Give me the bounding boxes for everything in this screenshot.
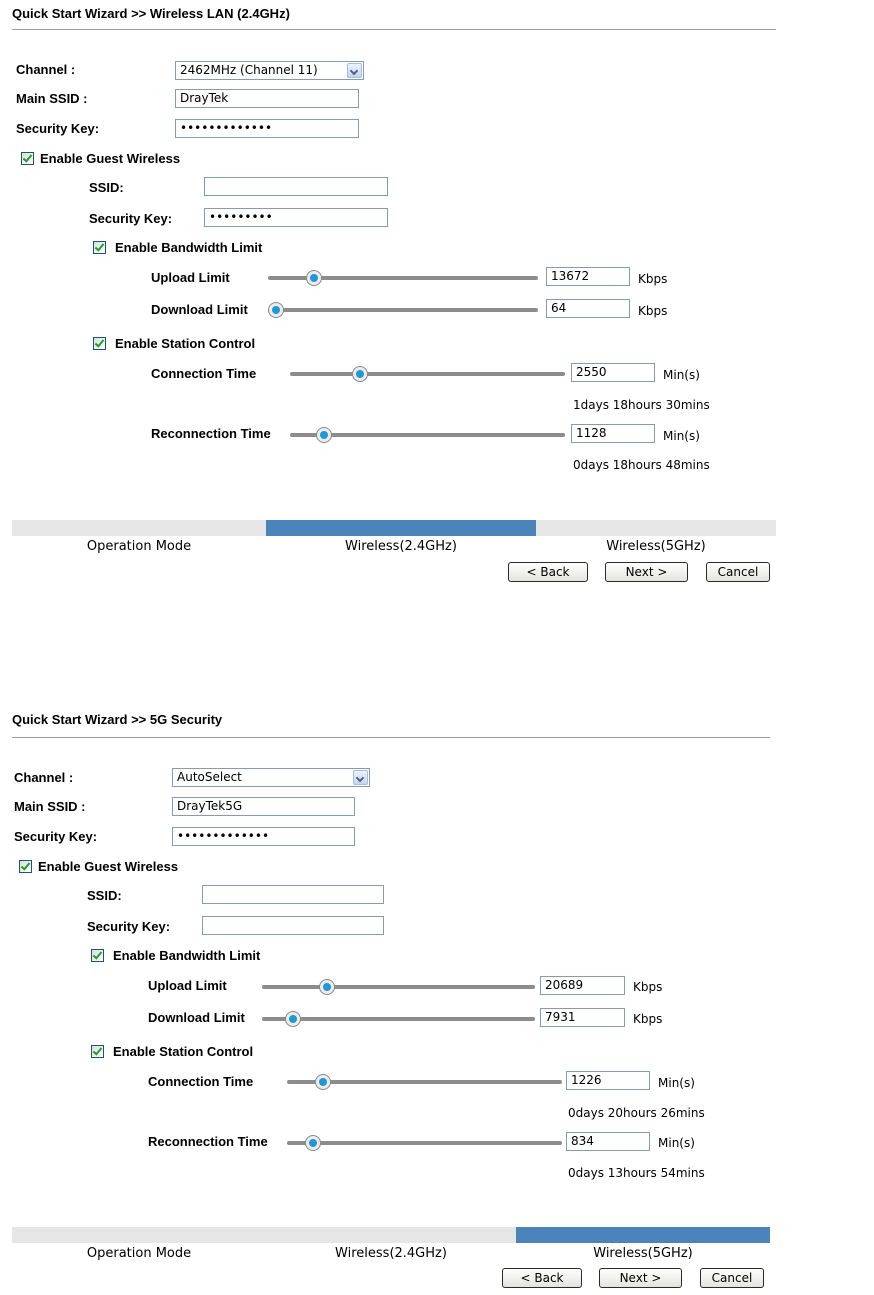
connection-time-slider-handle[interactable] [352,366,368,382]
connection-time-readout: 0days 20hours 26mins [568,1106,705,1120]
channel-select-value: 2462MHz (Channel 11) [180,63,318,77]
main-ssid-input[interactable]: DrayTek [175,89,359,108]
channel-select-value: AutoSelect [177,770,242,784]
download-limit-slider[interactable] [262,1017,535,1021]
back-button[interactable]: < Back [508,562,588,582]
connection-time-label: Connection Time [148,1074,254,1089]
reconnection-time-label: Reconnection Time [148,1134,268,1149]
guest-security-key-label: Security Key: [89,211,173,226]
download-limit-label: Download Limit [151,302,248,317]
main-ssid-label: Main SSID : [14,799,86,814]
reconnection-time-unit: Min(s) [658,1136,695,1150]
step-wireless-24ghz: Wireless(2.4GHz) [345,539,457,554]
reconnection-time-readout: 0days 13hours 54mins [568,1166,705,1180]
main-ssid-label: Main SSID : [16,91,88,106]
cancel-button[interactable]: Cancel [700,1268,764,1288]
channel-select[interactable] [175,61,364,80]
upload-limit-unit: Kbps [633,980,663,994]
upload-limit-slider[interactable] [268,276,538,280]
guest-ssid-input[interactable] [202,885,384,904]
title-divider [12,737,770,738]
guest-wireless-label: Enable Guest Wireless [40,151,181,166]
download-limit-slider[interactable] [268,308,538,312]
guest-wireless-label: Enable Guest Wireless [38,859,179,874]
connection-time-unit: Min(s) [663,368,700,382]
step-wireless-5ghz: Wireless(5GHz) [606,539,706,554]
connection-time-label: Connection Time [151,366,257,381]
main-ssid-input[interactable]: DrayTek5G [172,797,355,816]
connection-time-input[interactable]: 2550 [571,363,655,382]
reconnection-time-slider-handle[interactable] [316,427,332,443]
progress-active-step [516,1227,770,1243]
connection-time-input[interactable]: 1226 [566,1071,650,1090]
panel-title: Quick Start Wizard >> Wireless LAN (2.4GHz) [12,6,290,21]
upload-limit-slider-handle[interactable] [319,979,335,995]
reconnection-time-input[interactable]: 1128 [571,424,655,443]
channel-label: Channel : [16,62,76,77]
upload-limit-slider[interactable] [262,985,535,989]
upload-limit-label: Upload Limit [148,978,227,993]
channel-label: Channel : [14,770,74,785]
bandwidth-limit-checkbox[interactable] [91,949,104,962]
connection-time-readout: 1days 18hours 30mins [573,398,710,412]
title-divider [12,29,776,30]
download-limit-label: Download Limit [148,1010,245,1025]
guest-ssid-label: SSID: [87,888,122,903]
step-operation-mode: Operation Mode [86,539,192,554]
reconnection-time-slider[interactable] [290,433,565,437]
channel-select[interactable] [172,768,370,787]
next-button[interactable]: Next > [599,1268,682,1288]
guest-security-key-input[interactable] [202,916,384,935]
reconnection-time-unit: Min(s) [663,429,700,443]
bandwidth-limit-checkbox[interactable] [93,241,106,254]
panel-title: Quick Start Wizard >> 5G Security [12,712,223,727]
back-button[interactable]: < Back [502,1268,582,1288]
bandwidth-limit-label: Enable Bandwidth Limit [115,240,263,255]
reconnection-time-readout: 0days 18hours 48mins [573,458,710,472]
upload-limit-label: Upload Limit [151,270,230,285]
reconnection-time-label: Reconnection Time [151,426,271,441]
guest-wireless-checkbox[interactable] [19,860,32,873]
connection-time-slider[interactable] [290,372,565,376]
step-wireless-24ghz: Wireless(2.4GHz) [335,1246,447,1261]
reconnection-time-slider[interactable] [287,1141,562,1145]
guest-ssid-label: SSID: [89,180,124,195]
download-limit-slider-handle[interactable] [285,1011,301,1027]
upload-limit-slider-handle[interactable] [306,270,322,286]
security-key-input[interactable]: ••••••••••••• [172,827,355,846]
upload-limit-input[interactable]: 13672 [546,267,630,286]
download-limit-input[interactable]: 64 [546,299,630,318]
wizard-progress-bar [12,520,776,536]
guest-security-key-input[interactable]: ••••••••• [204,208,388,227]
station-control-label: Enable Station Control [115,336,256,351]
station-control-checkbox[interactable] [91,1045,104,1058]
connection-time-unit: Min(s) [658,1076,695,1090]
download-limit-input[interactable]: 7931 [540,1008,625,1027]
security-key-label: Security Key: [14,829,98,844]
bandwidth-limit-label: Enable Bandwidth Limit [113,948,261,963]
security-key-input[interactable]: ••••••••••••• [175,119,359,138]
download-limit-slider-handle[interactable] [268,302,284,318]
upload-limit-input[interactable]: 20689 [540,976,625,995]
chevron-down-icon[interactable] [347,63,362,78]
security-key-label: Security Key: [16,121,100,136]
station-control-label: Enable Station Control [113,1044,254,1059]
step-operation-mode: Operation Mode [86,1246,192,1261]
reconnection-time-input[interactable]: 834 [566,1132,650,1151]
wizard-progress-bar [12,1227,770,1243]
upload-limit-unit: Kbps [638,272,668,286]
step-wireless-5ghz: Wireless(5GHz) [593,1246,693,1261]
reconnection-time-slider-handle[interactable] [305,1135,321,1151]
connection-time-slider[interactable] [287,1080,562,1084]
cancel-button[interactable]: Cancel [706,562,770,582]
chevron-down-icon[interactable] [353,770,368,785]
guest-ssid-input[interactable] [204,177,388,196]
progress-active-step [266,520,536,536]
next-button[interactable]: Next > [605,562,688,582]
guest-wireless-checkbox[interactable] [21,152,34,165]
connection-time-slider-handle[interactable] [315,1074,331,1090]
guest-security-key-label: Security Key: [87,919,171,934]
station-control-checkbox[interactable] [93,337,106,350]
download-limit-unit: Kbps [633,1012,663,1026]
download-limit-unit: Kbps [638,304,668,318]
